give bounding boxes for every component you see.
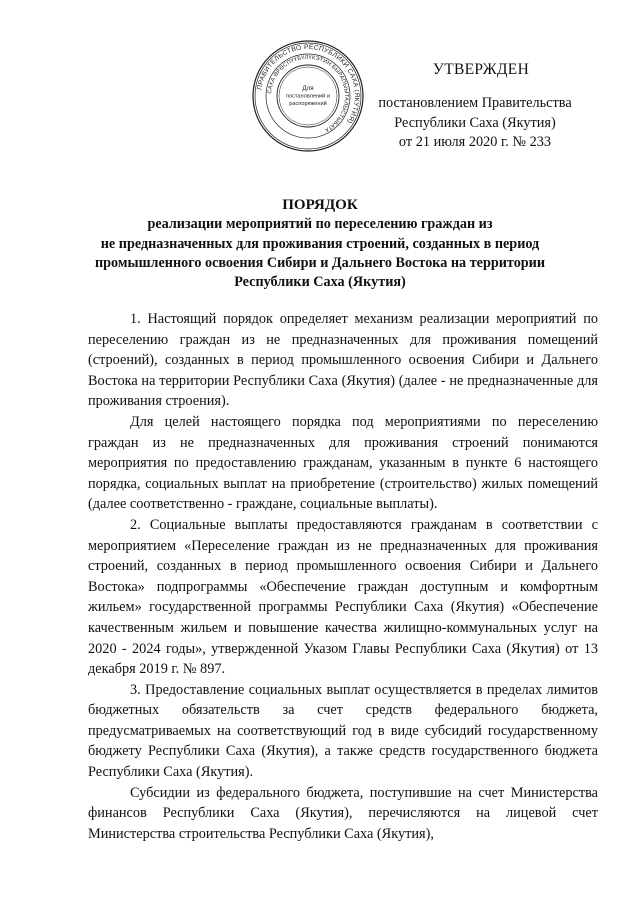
paragraph-3-continued: Субсидии из федерального бюджета, поступившие на счет Министерства финансов Республики Саха (Якутия), перечисляются на лицевой счет Министерства строительства Республики Саха (Якутия), <box>88 784 598 842</box>
title-line: промышленного освоения Сибири и Дальнего Востока на территории <box>94 254 546 271</box>
document-body <box>88 309 598 844</box>
paragraph-1-continued: Для целей настоящего порядка под мероприятиями по переселению граждан из не предназначенных для проживания строений понимаются мероприятия по предоставлению гражданам, указанным в пункте 6 настоящего порядка, социальных выплат на приобретение (строительство) жилых помещений (далее соответственно - граждане, социальные выплаты). <box>88 413 598 513</box>
seal-center-line-3: распоряжений <box>289 101 327 107</box>
title-line: не предназначенных для проживания строений, созданных в период <box>100 235 540 252</box>
title-line: реализации мероприятий по переселению граждан из <box>147 216 493 233</box>
seal-inner-text: САХА ӨРӨСПҮҮБҮЛҮКЭТИН БЫРАПЫЫТАЛЫСТЫБАТА <box>267 54 350 133</box>
seal-center-line-1: Для <box>302 85 314 92</box>
paragraph-2: 2. Социальные выплаты предоставляются гражданам в соответствии с мероприятием «Переселение граждан из не предназначенных для проживания строений, созданных в период промышленного освоения Сибири и Дальнего Востока» подпрограммы «Обеспечение граждан доступным и комфортным жильем» государственной программы Республики Саха (Якутия) «Обеспечение качественным жильем и повышение качества жилищно-коммунальных услуг на 2020 - 2024 годы», утвержденной Указом Главы Республики Саха (Якутия) от 13 декабря 2019 г. № 897. <box>88 516 598 678</box>
paragraph-1: 1. Настоящий порядок определяет механизм реализации мероприятий по переселению граждан из не предназначенных для проживания помещений (строений), созданных в период промышленного освоения Сибири и Дальнего Востока на территории Республики Саха (Якутия) (далее - не предназначенные для проживания строения). <box>88 311 598 410</box>
decree-line: постановлением Правительства <box>378 95 572 111</box>
seal-center-line-2: постановлений и <box>286 93 330 100</box>
title-heading: ПОРЯДОК <box>282 197 358 213</box>
document-title <box>88 196 552 292</box>
approval-mark: УТВЕРЖДЕН <box>432 61 530 78</box>
title-line: Республики Саха (Якутия) <box>234 274 406 291</box>
decree-date: от 21 июля 2020 г. № 233 <box>398 134 552 150</box>
decree-reference <box>350 94 600 153</box>
official-seal <box>252 40 364 152</box>
paragraph-3: 3. Предоставление социальных выплат осуществляется в пределах лимитов бюджетных обязательств за счет средств федерального бюджета, предусматриваемых на соответствующий год в виде субсидий государственному бюджету Республики Саха (Якутия), а также средств государственного бюджета Республики Саха (Якутия). <box>88 681 598 781</box>
seal-outer-text: ПРАВИТЕЛЬСТВО РЕСПУБЛИКИ САХА (ЯКУТИЯ) <box>256 43 361 125</box>
decree-line: Республики Саха (Якутия) <box>394 114 556 131</box>
